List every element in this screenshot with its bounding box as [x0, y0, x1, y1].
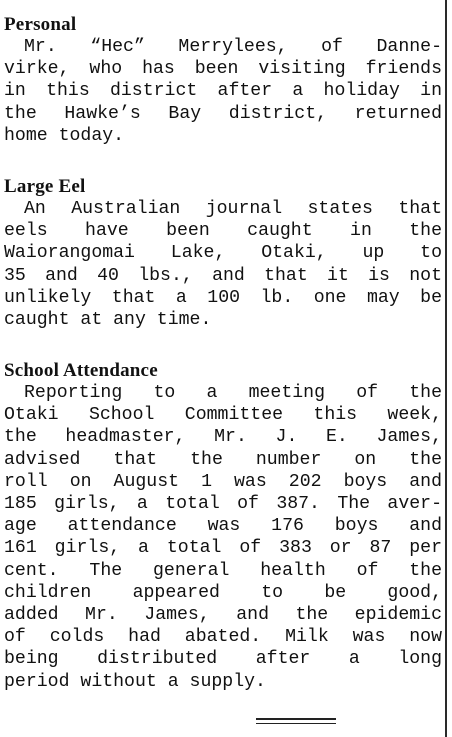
text-line: 161 girls, a total of 383 or 87 per	[4, 538, 442, 559]
text-line: An Australian journal states that	[24, 199, 442, 219]
article-heading: Large Eel	[4, 176, 86, 197]
text-line: being distributed after a long	[4, 649, 442, 670]
text-line: eels have been caught in the	[4, 221, 442, 242]
article-body	[4, 382, 442, 693]
text-line: Waiorangomai Lake, Otaki, up to	[4, 243, 442, 264]
end-rule	[256, 718, 336, 720]
text-line: Reporting to a meeting of the	[24, 383, 442, 403]
text-line: the Hawke’s Bay district, returned	[4, 103, 442, 124]
text-line: unlikely that a 100 lb. one may be	[4, 287, 442, 308]
article-body	[4, 198, 442, 331]
text-line: home today.	[4, 125, 125, 146]
column-rule	[445, 0, 447, 737]
article-school-attendance	[4, 360, 442, 693]
end-rule	[256, 723, 336, 724]
text-line: Otaki School Committee this week,	[4, 405, 442, 426]
text-line: virke, who has been visiting friends	[4, 59, 442, 80]
text-line: added Mr. James, and the epidemic	[4, 605, 442, 626]
text-line: 185 girls, a total of 387. The aver-	[4, 494, 442, 515]
text-line: of colds had abated. Milk was now	[4, 627, 442, 648]
text-line: 35 and 40 lbs., and that it is not	[4, 265, 442, 286]
text-line: age attendance was 176 boys and	[4, 516, 442, 537]
article-body	[4, 36, 442, 147]
text-line: period without a supply.	[4, 671, 266, 692]
article-personal	[4, 14, 442, 147]
text-line: children appeared to be good,	[4, 582, 442, 603]
text-line: cent. The general health of the	[4, 560, 442, 581]
article-heading: School Attendance	[4, 360, 158, 381]
text-line: advised that the number on the	[4, 449, 442, 470]
text-line: the headmaster, Mr. J. E. James,	[4, 427, 442, 448]
text-line: in this district after a holiday in	[4, 81, 442, 102]
text-line: roll on August 1 was 202 boys and	[4, 471, 442, 492]
text-line: Mr. “Hec” Merrylees, of Danne-	[24, 37, 442, 57]
article-heading: Personal	[4, 14, 77, 35]
text-line: caught at any time.	[4, 310, 212, 331]
article-large-eel	[4, 176, 442, 331]
